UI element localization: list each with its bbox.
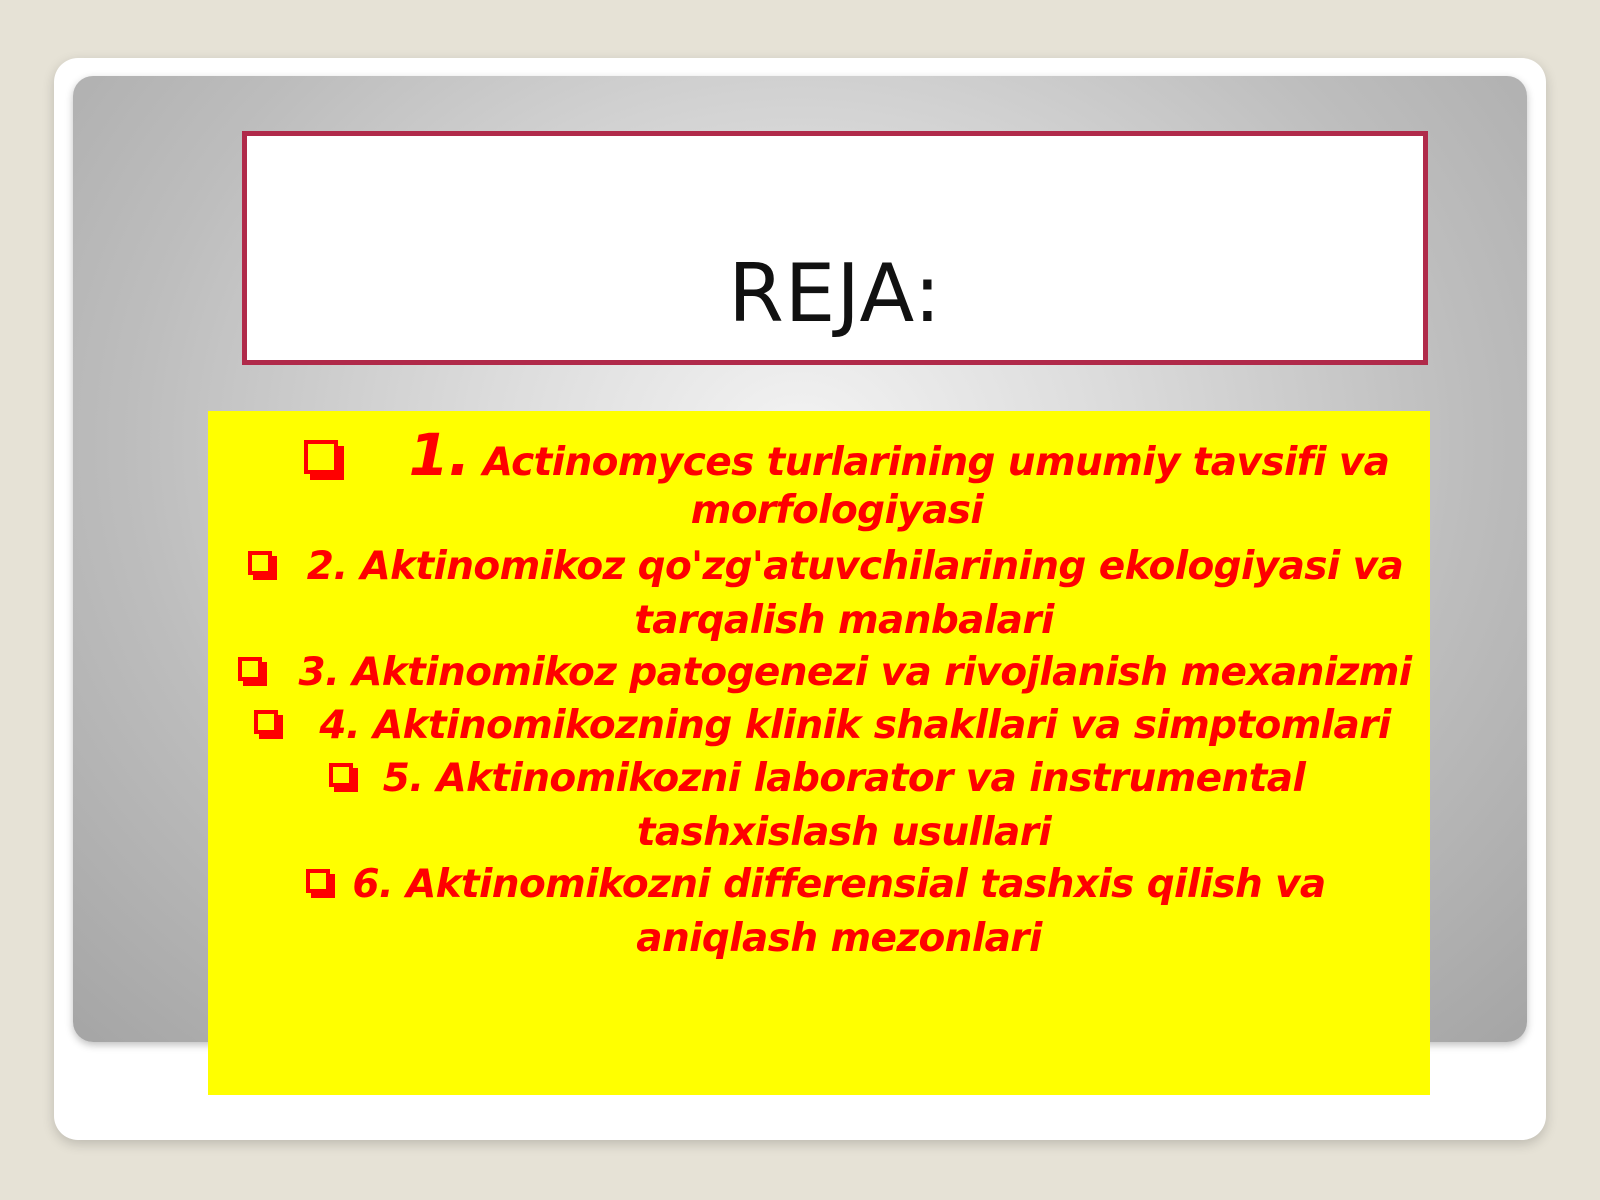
plan-item-text-line2: tarqalish manbalari — [634, 598, 1054, 643]
plan-item-text-line2: aniqlash mezonlari — [636, 916, 1042, 961]
checkbox-square-icon — [254, 710, 278, 734]
checkbox-square-icon — [248, 551, 272, 575]
page-title: REJA: — [728, 247, 942, 340]
plan-item-number: 1. — [408, 421, 470, 489]
title-box — [242, 131, 1428, 365]
plan-item-text: 2. Aktinomikoz qo'zg'atuvchilarining ekologiyasi va — [306, 544, 1404, 589]
plan-item-1 — [208, 421, 1430, 538]
plan-content-box — [208, 411, 1430, 1095]
plan-item-2 — [208, 540, 1430, 648]
plan-item-text: 3. Aktinomikoz patogenezi va rivojlanish mexanizmi — [298, 650, 1412, 695]
plan-item-text: Actinomyces turlarining umumiy tavsifi va — [482, 440, 1390, 485]
checkbox-square-icon — [304, 440, 338, 474]
plan-item-text-line2: tashxislash usullari — [636, 810, 1052, 855]
plan-item-text: 4. Aktinomikozning klinik shakllari va simptomlari — [319, 703, 1391, 748]
checkbox-square-icon — [306, 869, 330, 893]
checkbox-square-icon — [238, 657, 262, 681]
plan-item-3 — [208, 646, 1430, 700]
plan-item-4 — [208, 699, 1430, 753]
plan-item-text-line2: morfologiyasi — [690, 488, 984, 533]
checkbox-square-icon — [329, 763, 353, 787]
plan-item-5 — [208, 752, 1430, 860]
plan-list — [208, 411, 1430, 1095]
plan-item-6 — [208, 858, 1430, 966]
plan-item-text: 6. Aktinomikozni differensial tashxis qilish va — [352, 862, 1326, 907]
plan-item-text: 5. Aktinomikozni laborator va instrumental — [382, 756, 1306, 801]
